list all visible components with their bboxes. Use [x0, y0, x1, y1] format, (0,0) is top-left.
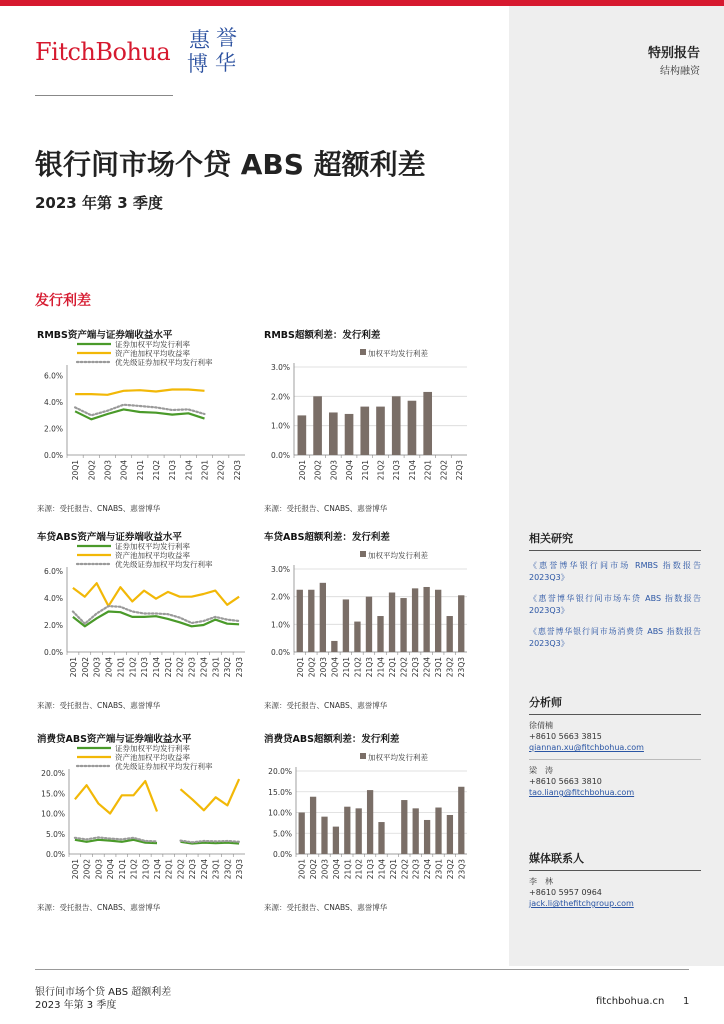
- x-tick-label: 20Q4: [104, 657, 114, 678]
- x-tick-label: 20Q3: [318, 657, 328, 678]
- media-contact: [529, 850, 701, 909]
- x-tick-label: 21Q4: [184, 460, 194, 481]
- x-tick-label: 20Q2: [87, 460, 97, 481]
- x-tick-label: 22Q3: [411, 859, 421, 880]
- bar: [389, 593, 395, 652]
- x-tick-label: 22Q1: [163, 657, 173, 678]
- x-tick-label: 21Q4: [376, 657, 386, 678]
- chart-source: 来源：受托报告、CNABS、惠誉博华: [264, 903, 388, 912]
- x-tick-label: 22Q1: [388, 859, 398, 880]
- x-tick-label: 22Q1: [388, 657, 398, 678]
- x-tick-label: 20Q2: [307, 657, 317, 678]
- x-tick-label: 21Q1: [135, 460, 145, 481]
- bar: [392, 396, 401, 455]
- y-tick-label: 6.0%: [43, 371, 63, 381]
- footer-divider: [35, 969, 689, 970]
- x-tick-label: 23Q1: [211, 657, 221, 678]
- chart-title: 车贷ABS超额利差：发行利差: [264, 532, 390, 543]
- y-tick-label: 0.0%: [43, 648, 63, 657]
- y-tick-label: 15.0%: [41, 789, 65, 799]
- bar: [378, 822, 384, 854]
- x-tick-label: 20Q2: [313, 460, 323, 481]
- legend-label: 优先级证券加权平均发行利率: [115, 560, 213, 569]
- x-tick-label: 21Q2: [376, 460, 386, 481]
- x-tick-label: 20Q4: [106, 859, 116, 880]
- logo-wordmark: FitchBohua: [35, 38, 171, 66]
- x-tick-label: 20Q4: [331, 859, 341, 880]
- legend-label: 证券加权平均发行利率: [115, 340, 190, 349]
- x-tick-label: 21Q3: [141, 859, 151, 880]
- seal-char: 誉: [216, 26, 237, 50]
- bar: [313, 396, 322, 455]
- x-tick-label: 20Q3: [329, 460, 339, 481]
- x-tick-label: 21Q1: [116, 657, 126, 678]
- research-link[interactable]: 《惠誉博华银行间市场车贷 ABS 指数报告 2023Q3》: [529, 594, 701, 615]
- chart-svg: [262, 325, 477, 515]
- section-heading: 发行利差: [35, 293, 91, 309]
- footer-page-number: 1: [683, 996, 690, 1007]
- bar: [343, 599, 349, 652]
- x-tick-label: 22Q3: [187, 657, 197, 678]
- bar: [408, 401, 417, 455]
- bar: [401, 800, 407, 854]
- footer-period: 2023 年第 3 季度: [35, 1000, 117, 1011]
- y-tick-label: 3.0%: [270, 363, 290, 372]
- bar: [423, 587, 429, 652]
- analysts: [529, 694, 701, 798]
- x-tick-label: 22Q1: [200, 460, 210, 481]
- y-tick-label: 2.0%: [270, 592, 290, 602]
- x-tick-label: 21Q2: [152, 460, 161, 481]
- bar: [447, 815, 453, 854]
- x-tick-label: 22Q3: [232, 460, 242, 481]
- logo-seal: [183, 28, 245, 80]
- x-tick-label: 21Q1: [360, 460, 370, 481]
- x-tick-label: 21Q3: [364, 657, 374, 678]
- series-line: [75, 390, 204, 395]
- seal-char: 华: [215, 51, 236, 75]
- x-tick-label: 20Q4: [345, 460, 355, 481]
- chart-svg: [262, 729, 477, 914]
- x-tick-label: 21Q1: [117, 859, 127, 880]
- legend-label: 优先级证券加权平均发行利率: [115, 358, 213, 367]
- y-tick-label: 5.0%: [45, 829, 65, 839]
- x-tick-label: 22Q4: [422, 657, 432, 678]
- analyst-phone: +8610 5663 3810: [529, 777, 602, 786]
- x-tick-label: 22Q1: [164, 859, 174, 880]
- footer-site[interactable]: fitchbohua.cn: [596, 996, 665, 1007]
- bar: [413, 808, 419, 854]
- chart-auto-spread: [262, 527, 477, 712]
- bar: [376, 407, 385, 455]
- x-tick-label: 23Q3: [457, 859, 467, 880]
- x-tick-label: 21Q3: [392, 460, 402, 481]
- x-tick-label: 20Q2: [80, 657, 90, 678]
- media-name: 李 林: [529, 877, 553, 886]
- analyst-email[interactable]: qiannan.xu@fitchbohua.com: [529, 743, 644, 752]
- bar: [356, 808, 362, 854]
- footer-title: 银行间市场个贷 ABS 超额利差: [35, 987, 172, 998]
- x-tick-label: 20Q1: [297, 859, 307, 880]
- bar: [354, 622, 360, 652]
- y-tick-label: 4.0%: [43, 398, 63, 408]
- y-tick-label: 1.0%: [270, 620, 290, 630]
- chart-auto-yield: [35, 527, 255, 712]
- bar: [360, 407, 369, 455]
- series-line: [75, 781, 157, 813]
- x-tick-label: 23Q2: [445, 859, 455, 880]
- bar: [412, 588, 418, 652]
- legend-swatch: [360, 349, 366, 355]
- chart-source: 来源：受托报告、CNABS、惠誉博华: [37, 701, 161, 710]
- legend-label: 优先级证券加权平均发行利率: [115, 762, 213, 771]
- chart-source: 来源：受托报告、CNABS、惠誉博华: [264, 504, 388, 513]
- bar: [297, 590, 303, 652]
- x-tick-label: 22Q2: [175, 657, 185, 678]
- bar: [299, 813, 305, 855]
- x-tick-label: 21Q2: [353, 657, 363, 678]
- y-tick-label: 10.0%: [41, 809, 65, 819]
- bar: [377, 616, 383, 652]
- y-tick-label: 1.0%: [270, 421, 290, 431]
- chart-consumer-yield: [35, 729, 255, 914]
- sidebar-panel: [509, 6, 724, 966]
- x-tick-label: 21Q4: [407, 460, 417, 481]
- x-tick-label: 22Q2: [400, 859, 410, 880]
- x-tick-label: 23Q1: [434, 657, 444, 678]
- legend-label: 加权平均发行利差: [368, 349, 428, 358]
- chart-svg: [35, 325, 255, 515]
- x-tick-label: 20Q2: [82, 859, 92, 880]
- logo-divider: [35, 95, 173, 96]
- legend-swatch: [360, 753, 366, 759]
- report-type: 特别报告: [647, 46, 700, 61]
- chart-title: 车贷ABS资产端与证券端收益水平: [37, 532, 182, 543]
- x-tick-label: 23Q1: [211, 859, 221, 880]
- chart-rmbs-yield: [35, 325, 255, 515]
- x-tick-label: 21Q3: [140, 657, 150, 678]
- x-tick-label: 20Q3: [92, 657, 102, 678]
- media-email[interactable]: jack.li@thefitchgroup.com: [529, 899, 634, 908]
- analyst-name: 徐倩楠: [529, 721, 553, 730]
- bar: [458, 787, 464, 854]
- analyst-divider: [529, 759, 701, 760]
- chart-title: RMBS超额利差：发行利差: [264, 330, 381, 341]
- research-link[interactable]: 《惠誉博华银行间市场消费贷 ABS 指数报告 2023Q3》: [529, 627, 701, 648]
- x-tick-label: 21Q1: [341, 657, 351, 678]
- bar: [367, 790, 373, 854]
- analyst-email[interactable]: tao.liang@fitchbohua.com: [529, 788, 635, 797]
- bar: [435, 808, 441, 854]
- x-tick-label: 23Q1: [434, 859, 444, 880]
- x-tick-label: 20Q1: [71, 460, 81, 481]
- y-tick-label: 20.0%: [41, 769, 65, 778]
- research-link[interactable]: 《惠誉博华银行间市场 RMBS 指数报告 2023Q3》: [529, 561, 701, 582]
- y-tick-label: 2.0%: [43, 424, 63, 434]
- chart-svg: [35, 527, 255, 712]
- chart-source: 来源：受托报告、CNABS、惠誉博华: [264, 701, 388, 710]
- chart-svg: [262, 527, 477, 712]
- x-tick-label: 21Q1: [343, 859, 353, 880]
- media-heading: 媒体联系人: [529, 850, 701, 871]
- x-tick-label: 22Q2: [439, 460, 449, 481]
- x-tick-label: 22Q3: [455, 460, 465, 481]
- page-subtitle: 2023 年第 3 季度: [35, 194, 163, 212]
- chart-source: 来源：受托报告、CNABS、惠誉博华: [37, 903, 161, 912]
- legend-label: 资产池加权平均收益率: [115, 551, 190, 560]
- x-tick-label: 21Q3: [168, 460, 178, 481]
- y-tick-label: 0.0%: [270, 451, 290, 460]
- chart-title: 消费贷ABS超额利差：发行利差: [264, 734, 400, 745]
- bar: [320, 583, 326, 652]
- y-tick-label: 5.0%: [272, 829, 292, 839]
- series-line: [181, 779, 240, 810]
- y-tick-label: 20.0%: [268, 767, 292, 776]
- x-tick-label: 20Q1: [297, 460, 307, 481]
- report-subtype: 结构融资: [660, 66, 700, 77]
- x-tick-label: 20Q1: [68, 657, 78, 678]
- x-tick-label: 23Q2: [223, 859, 233, 880]
- bar: [447, 616, 453, 652]
- x-tick-label: 20Q4: [330, 657, 340, 678]
- x-tick-label: 20Q2: [309, 859, 319, 880]
- y-tick-label: 4.0%: [43, 594, 63, 603]
- x-tick-label: 22Q4: [423, 859, 433, 880]
- x-tick-label: 23Q3: [235, 657, 245, 678]
- bar: [331, 641, 337, 652]
- x-tick-label: 22Q2: [176, 859, 186, 880]
- seal-char: 惠: [189, 28, 210, 52]
- analyst-card: [529, 720, 701, 753]
- y-tick-label: 0.0%: [270, 648, 290, 657]
- x-tick-label: 21Q3: [366, 859, 376, 880]
- bar: [310, 797, 316, 854]
- bar: [333, 827, 339, 854]
- bar: [298, 415, 307, 455]
- bar: [345, 414, 354, 455]
- legend-swatch: [360, 551, 366, 557]
- x-tick-label: 22Q1: [423, 460, 433, 481]
- analyst-heading: 分析师: [529, 694, 701, 715]
- x-tick-label: 21Q4: [377, 859, 387, 880]
- bar: [344, 807, 350, 854]
- chart-svg: [35, 729, 255, 914]
- y-tick-label: 0.0%: [272, 850, 292, 859]
- seal-char: 博: [187, 52, 208, 76]
- x-tick-label: 20Q1: [295, 657, 305, 678]
- x-tick-label: 22Q3: [411, 657, 421, 678]
- x-tick-label: 20Q3: [94, 859, 104, 880]
- media-card: [529, 876, 701, 909]
- bar: [458, 595, 464, 652]
- x-tick-label: 22Q2: [399, 657, 409, 678]
- legend-label: 加权平均发行利差: [368, 753, 428, 762]
- x-tick-label: 23Q2: [223, 657, 233, 678]
- x-tick-label: 20Q3: [320, 859, 330, 880]
- related-research: [529, 530, 701, 650]
- legend-label: 资产池加权平均收益率: [115, 753, 190, 762]
- legend-label: 证券加权平均发行利率: [115, 542, 190, 551]
- bar: [321, 817, 327, 854]
- analyst-name: 梁 涛: [529, 766, 553, 775]
- series-line: [73, 583, 239, 606]
- x-tick-label: 21Q2: [128, 657, 138, 678]
- y-tick-label: 0.0%: [45, 850, 65, 859]
- x-tick-label: 20Q1: [70, 859, 80, 880]
- legend-label: 资产池加权平均收益率: [115, 349, 190, 358]
- y-tick-label: 10.0%: [268, 808, 292, 818]
- y-tick-label: 15.0%: [268, 787, 292, 797]
- legend-label: 证券加权平均发行利率: [115, 744, 190, 753]
- x-tick-label: 20Q3: [103, 460, 113, 481]
- analyst-phone: +8610 5663 3815: [529, 732, 602, 741]
- y-tick-label: 2.0%: [270, 392, 290, 402]
- x-tick-label: 22Q4: [199, 859, 209, 880]
- x-tick-label: 23Q3: [457, 657, 467, 678]
- x-tick-label: 23Q3: [235, 859, 245, 880]
- chart-rmbs-spread: [262, 325, 477, 515]
- x-tick-label: 22Q4: [199, 657, 209, 678]
- bar: [308, 590, 314, 652]
- media-phone: +8610 5957 0964: [529, 888, 602, 897]
- y-tick-label: 3.0%: [270, 565, 290, 574]
- bar: [423, 392, 432, 455]
- chart-source: 来源：受托报告、CNABS、惠誉博华: [37, 504, 161, 513]
- x-tick-label: 22Q2: [216, 460, 226, 481]
- x-tick-label: 22Q3: [188, 859, 198, 880]
- related-research-heading: 相关研究: [529, 530, 701, 551]
- y-tick-label: 2.0%: [43, 621, 63, 630]
- analyst-card: [529, 765, 701, 798]
- y-tick-label: 6.0%: [43, 567, 63, 576]
- x-tick-label: 21Q4: [153, 859, 162, 880]
- x-tick-label: 21Q2: [129, 859, 139, 880]
- legend-label: 加权平均发行利差: [368, 551, 428, 560]
- bar: [400, 598, 406, 652]
- chart-title: 消费贷ABS资产端与证券端收益水平: [37, 734, 192, 745]
- chart-consumer-spread: [262, 729, 477, 914]
- bar: [435, 590, 441, 652]
- x-tick-label: 20Q4: [119, 460, 129, 481]
- x-tick-label: 21Q4: [152, 657, 161, 678]
- y-tick-label: 0.0%: [43, 451, 63, 460]
- chart-title: RMBS资产端与证券端收益水平: [37, 330, 173, 341]
- x-tick-label: 23Q2: [445, 657, 455, 678]
- page-title: 银行间市场个贷 ABS 超额利差: [35, 148, 426, 181]
- bar: [329, 412, 338, 455]
- bar: [366, 597, 372, 652]
- x-tick-label: 21Q2: [354, 859, 364, 880]
- bar: [424, 820, 430, 854]
